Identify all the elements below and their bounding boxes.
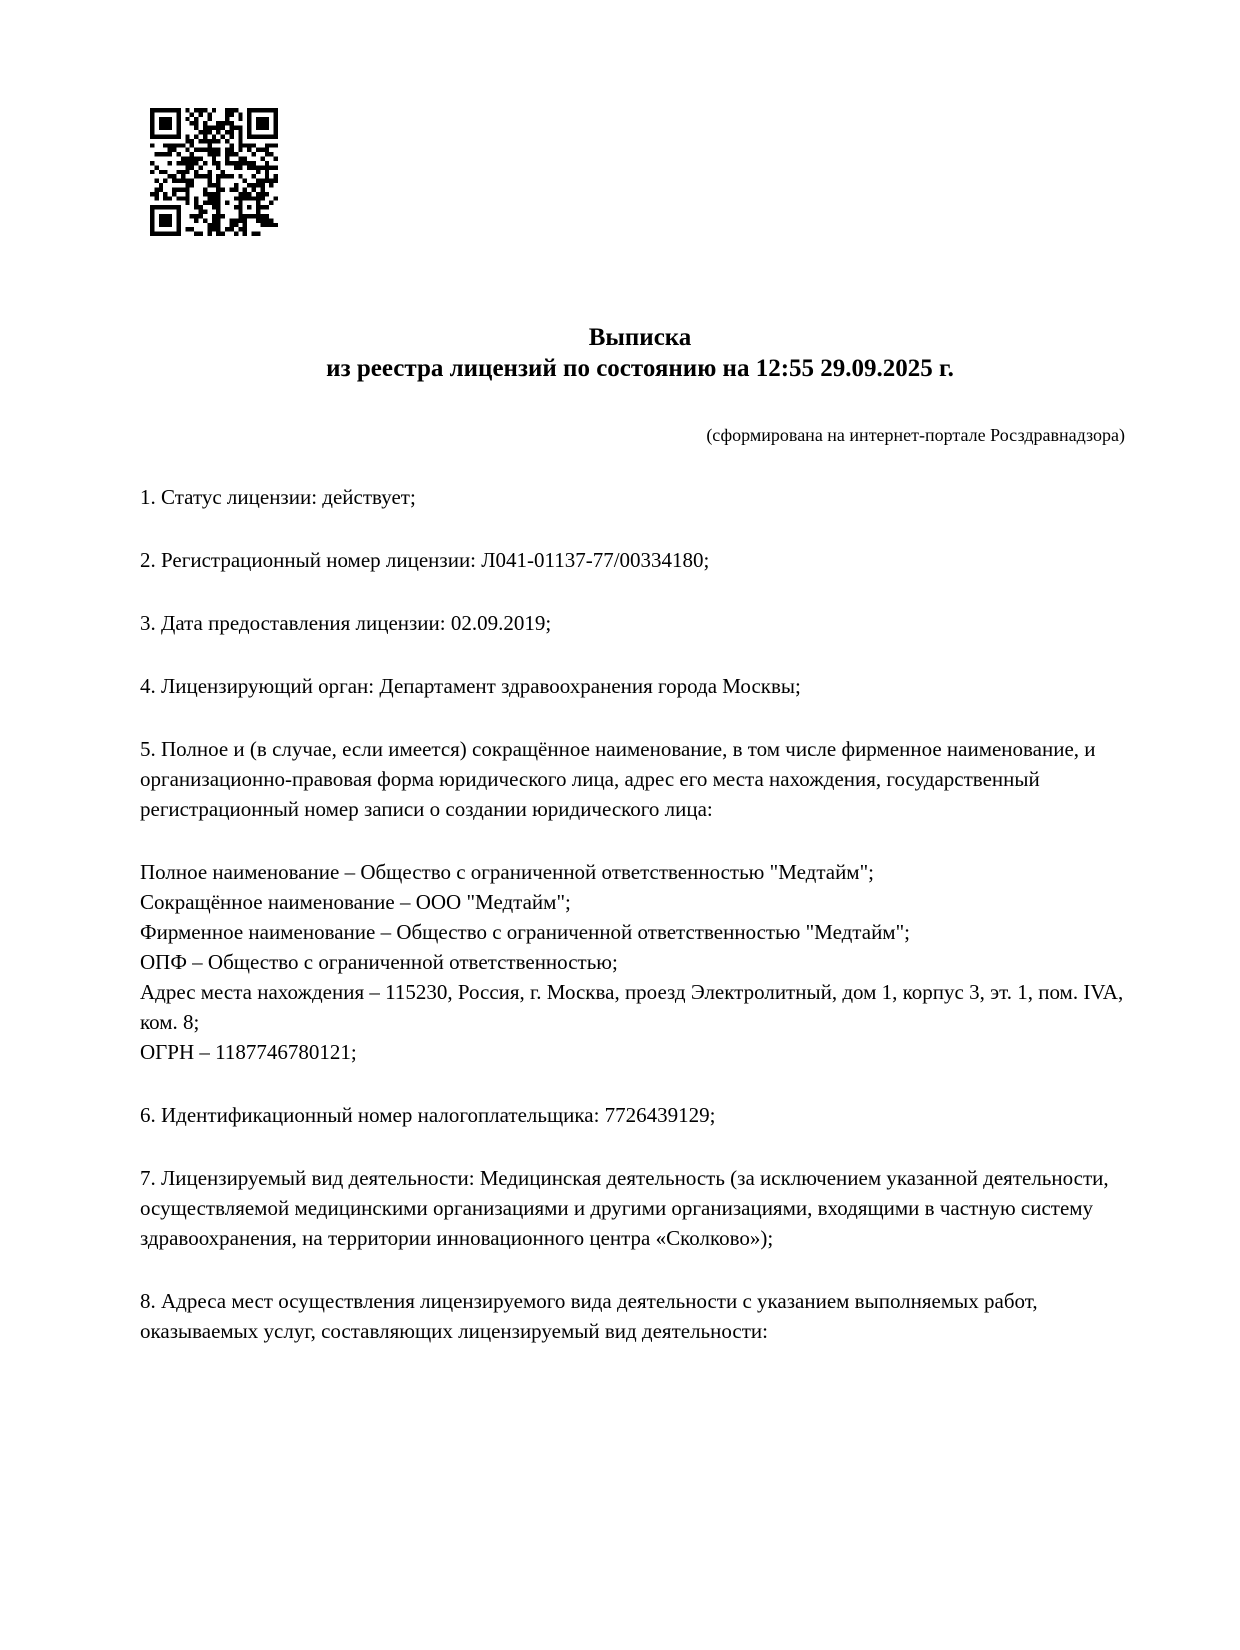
paragraph-5: 5. Полное и (в случае, если имеется) сокращённое наименование, в том числе фирменное наименование, и организационно-правовая форма юридического лица, адрес его места нахождения, государственный регистрационный номер записи о создании юридического лица: [140, 737, 1096, 821]
paragraph-7: 6. Идентификационный номер налогоплательщика: 7726439129; [140, 1103, 716, 1127]
paragraph-2: 2. Регистрационный номер лицензии: Л041-01137-77/00334180; [140, 548, 710, 572]
paragraph-6: Полное наименование – Общество с ограниченной ответственностью "Медтайм"; Сокращённое наименование – ООО "Медтайм"; Фирменное наименование – Общество с ограниченной ответственностью "Медтайм"; ОПФ – Общество с ограниченной ответственностью; Адрес места нахождения – 115230, Россия, г. Москва, проезд Электролитный, дом 1, корпус 3, эт. 1, пом. IVA, ком. 8; ОГРН – 1187746780121; [140, 860, 1124, 1064]
paragraph-4: 4. Лицензирующий орган: Департамент здравоохранения города Москвы; [140, 674, 801, 698]
paragraph-9: 8. Адреса мест осуществления лицензируемого вида деятельности с указанием выполняемых работ, оказываемых услуг, составляющих лицензируемый вид деятельности: [140, 1289, 1038, 1343]
paragraph-3: 3. Дата предоставления лицензии: 02.09.2019; [140, 611, 552, 635]
qr-code [150, 108, 278, 236]
document-body [140, 482, 1140, 1346]
document-title-line1: Выписка [588, 324, 692, 351]
paragraph-1: 1. Статус лицензии: действует; [140, 485, 416, 509]
document-subtitle: (сформирована на интернет-портале Росздравнадзора) [706, 425, 1125, 445]
document-title [140, 0, 1140, 384]
document-title-line2: из реестра лицензий по состоянию на 12:55 29.09.2025 г. [326, 355, 954, 382]
paragraph-8: 7. Лицензируемый вид деятельности: Медицинская деятельность (за исключением указанной деятельности, осуществляемой медицинскими организациями и другими организациями, входящими в частную систему здравоохранения, на территории инновационного центра «Сколково»); [140, 1166, 1109, 1250]
